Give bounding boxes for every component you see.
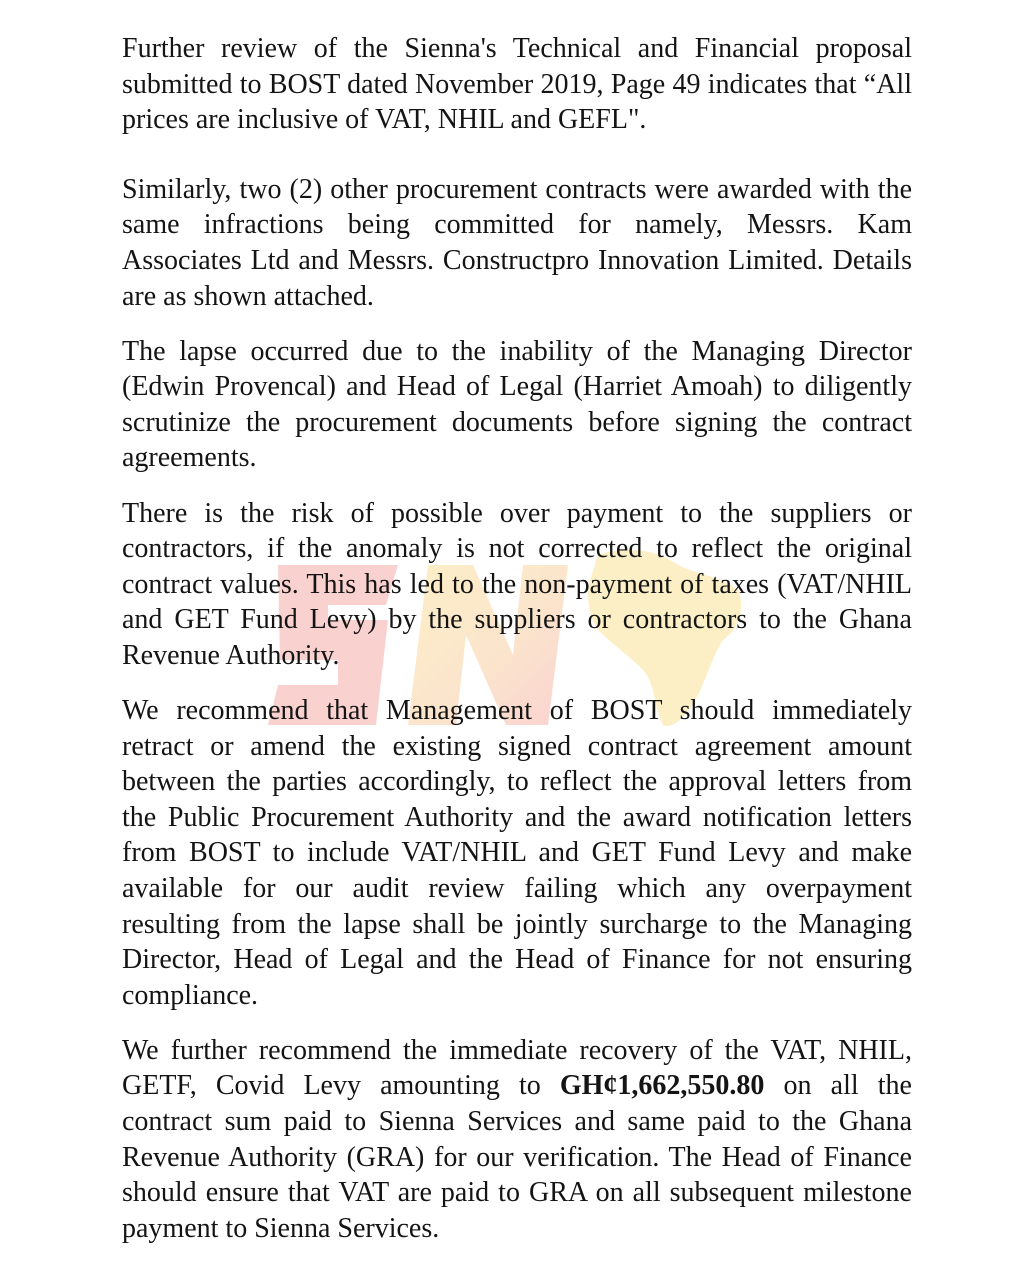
- paragraph: There is the risk of possible over payment to the suppliers or contractors, if the anomaly is not corrected to reflect the original contract values. This has led to the non-payment of taxes (VAT/NHIL and GET Fund Levy) by the suppliers or contractors to the Ghana Revenue Authority.: [122, 497, 912, 671]
- paragraph-text: on all the contract sum paid to Sienna Services and same paid to the Ghana Revenue Authority (GRA) for our verification. The Head of Finance should ensure that VAT are paid to GRA on all subsequent milestone payment to Sienna Services.: [122, 1070, 912, 1244]
- recovery-amount: GH¢1,662,550.80: [559, 1070, 765, 1102]
- paragraph-recovery: [122, 1033, 912, 1247]
- paragraph: The lapse occurred due to the inability of the Managing Director (Edwin Provencal) and Head of Legal (Harriet Amoah) to diligently scrutinize the procurement documents before signing the contract agreements.: [122, 335, 912, 474]
- document-body: [122, 31, 912, 1266]
- paragraph-text: We further recommend the immediate recovery of the VAT, NHIL, GETF, Covid Levy amounting to: [122, 1034, 912, 1102]
- paragraph: Similarly, two (2) other procurement contracts were awarded with the same infractions being committed for namely, Messrs. Kam Associates Ltd and Messrs. Constructpro Innovation Limited. Details are as shown attached.: [122, 173, 912, 312]
- paragraph: Further review of the Sienna's Technical and Financial proposal submitted to BOST dated November 2019, Page 49 indicates that “All prices are inclusive of VAT, NHIL and GEFL".: [122, 33, 912, 136]
- paragraph: We recommend that Management of BOST should immediately retract or amend the existing signed contract agreement amount between the parties accordingly, to reflect the approval letters from the Public Procurement Authority and the award notification letters from BOST to include VAT/NHIL and GET Fund Levy and make available for our audit review failing which any overpayment resulting from the lapse shall be jointly surcharge to the Managing Director, Head of Legal and the Head of Finance for not ensuring compliance.: [122, 695, 912, 1011]
